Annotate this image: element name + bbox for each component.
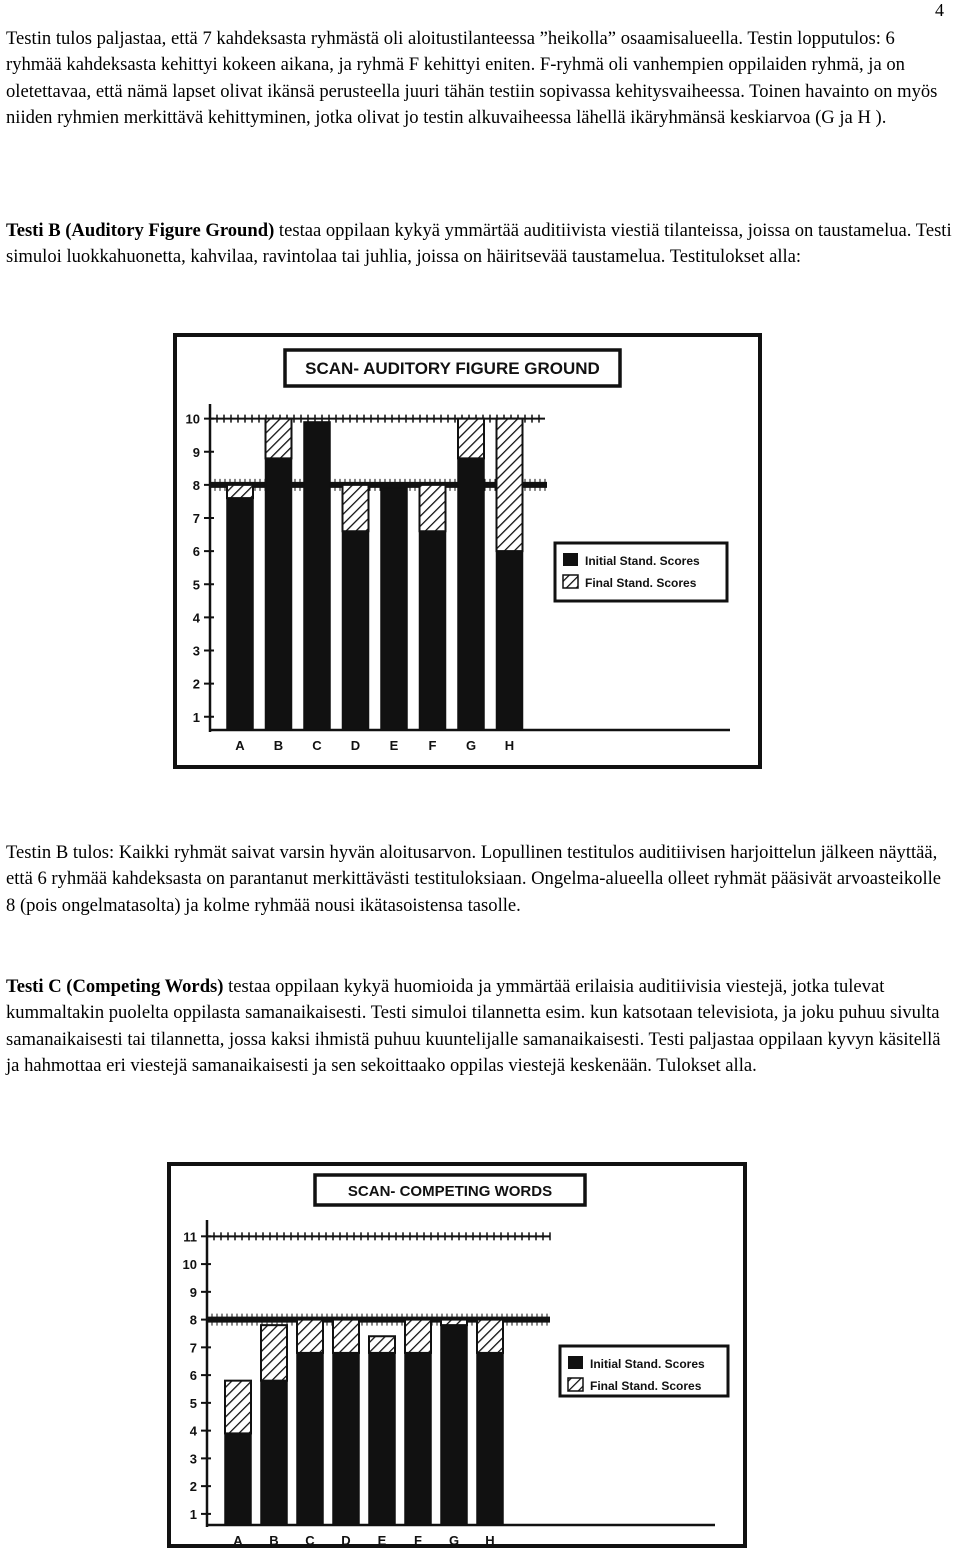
bar-initial-A [227,498,253,730]
bar-final-F [405,1320,431,1353]
x-tick-label: E [377,1533,387,1548]
bar-initial-H [497,551,523,730]
legend-label-final: Final Stand. Scores [585,576,697,590]
bar-initial-G [458,458,484,730]
bar-final-H [497,419,523,552]
bar-initial-C [304,422,330,730]
y-tick-label: 9 [189,1284,197,1300]
bar-final-D [333,1320,359,1353]
x-tick-label: B [269,1533,279,1548]
bar-final-G [441,1320,467,1326]
y-tick-label: 10 [185,411,200,427]
bar-initial-C [297,1353,323,1525]
y-tick-label: 2 [192,676,200,692]
y-tick-label: 8 [192,477,200,493]
legend-label-initial: Initial Stand. Scores [590,1357,705,1371]
bar-final-B [266,419,292,459]
x-tick-label: D [350,738,361,753]
y-tick-label: 4 [189,1423,197,1439]
chart-competing-words [155,1150,755,1550]
y-tick-label: 9 [192,444,200,460]
chart-svg-competing [155,1150,755,1550]
y-tick-label: 5 [192,577,200,593]
chart-auditory-figure-ground [170,330,770,775]
bar-final-E [369,1336,395,1353]
legend-swatch-final [563,575,578,588]
x-tick-label: D [341,1533,351,1548]
bar-initial-G [441,1325,467,1525]
y-tick-label: 6 [189,1368,197,1384]
page-number: 4 [935,0,944,20]
paragraph-test-b-result: Testin B tulos: Kaikki ryhmät saivat varsin hyvän aloitusarvon. Lopullinen testitulos auditiivisen harjoittelun jälkeen näyttää, että 6 ryhmää kahdeksasta on parantanut merkittävästi testituloksiaan. Ongelma-alueella olleet ryhmät pääsivät arvoasteikolle 8 (pois ongelmatasolta) ja kolme ryhmää nousi ikätasoistensa tasolle. [6,842,942,916]
y-tick-label: 6 [192,544,200,560]
y-tick-label: 7 [189,1340,197,1356]
bar-final-A [225,1381,251,1434]
bar-final-F [420,485,446,531]
bar-final-C [297,1320,323,1353]
bar-initial-E [369,1353,395,1525]
paragraph-intro: Testin tulos paljastaa, että 7 kahdeksasta ryhmästä oli aloitustilanteessa ”heikolla” osaamisalueella. Testin lopputulos: 6 ryhmää kahdeksasta kehittyi kokeen aikana, ja ryhmä F kehittyi eniten. F-ryhmä oli vanhempien oppilaiden ryhmä, ja on oletettavaa, että nämä lapset olivat ikänsä perusteella juuri tähän testiin sopivassa kehitysvaiheessa. Toinen havainto on myös niiden ryhmien merkittävä kehittyminen, jotka olivat jo testin alkuvaiheessa lähellä ikäryhmänsä keskiarvoa (G ja H ). [6,28,938,128]
bar-initial-F [405,1353,431,1525]
bar-initial-H [477,1353,503,1525]
y-tick-label: 11 [183,1229,197,1245]
bar-initial-B [261,1381,287,1525]
y-tick-label: 1 [192,709,200,725]
x-tick-label: G [448,1533,460,1548]
y-tick-label: 4 [192,610,200,626]
y-tick-label: 1 [189,1506,197,1522]
x-tick-label: A [235,738,245,753]
test-b-description: testaa oppilaan kykyä ymmärtää auditiivista viestiä tilanteissa, joissa on taustamelua. Testi simuloi luokkahuonetta, kahvilaa, ravintolaa tai juhlia, joissa on häiritsevää taustamelua. Testitulokset alla: [6,220,952,268]
x-tick-label: C [312,738,322,753]
bar-initial-D [333,1353,359,1525]
x-tick-label: B [273,738,284,753]
y-tick-label: 7 [192,511,200,526]
bar-initial-A [225,1433,251,1525]
bar-final-A [227,485,253,498]
x-tick-label: F [414,1533,422,1548]
chart-title: SCAN- AUDITORY FIGURE GROUND [305,359,600,378]
y-tick-label: 5 [189,1395,197,1411]
x-tick-label: C [305,1533,315,1548]
paragraph-test-b [6,218,954,271]
x-tick-label: F [428,738,437,753]
y-tick-label: 3 [189,1451,197,1467]
legend-label-final: Final Stand. Scores [590,1379,702,1393]
x-tick-label: G [465,738,477,753]
x-tick-label: H [485,1533,495,1548]
bar-initial-F [420,531,446,730]
y-tick-label: 10 [182,1257,197,1273]
legend-swatch-initial [568,1356,583,1369]
chart-svg-auditory [170,330,770,775]
bar-initial-D [343,531,369,730]
test-c-description: testaa oppilaan kykyä huomioida ja ymmärtää erilaisia auditiivisia viestejä, jotka tulevat kummaltakin puolelta oppilasta samanaikaisesti. Testi simuloi tilannetta esim. kun katsotaan televisiota, ja joku puhuu sivulta samanaikaisesti tai tilannetta, jossa kaksi ihmistä puhuu kuuntelijalle samanaikaisesti. Testi paljastaa oppilaan kyvyn käsitellä ja hahmottaa eri viestejä samanaikaisesti ja sen sekoittaako oppilas viestejä keskenään. Tulokset alla. [6,976,941,1076]
y-tick-label: 8 [189,1312,197,1328]
legend-swatch-initial [563,553,578,566]
bar-final-H [477,1320,503,1353]
x-tick-label: H [504,738,515,753]
bar-final-B [261,1325,287,1381]
bar-initial-B [266,458,292,730]
x-tick-label: A [233,1533,243,1548]
y-tick-label: 2 [189,1479,197,1495]
chart-title: SCAN- COMPETING WORDS [347,1183,553,1200]
test-b-heading: Testi B (Auditory Figure Ground) [6,220,275,241]
paragraph-test-c [6,974,954,1079]
test-c-heading: Testi C (Competing Words) [6,976,224,997]
y-tick-label: 3 [192,643,200,659]
bar-initial-E [381,488,407,730]
legend-swatch-final [568,1378,583,1391]
bar-final-G [458,419,484,459]
x-tick-label: E [389,738,399,753]
bar-final-D [343,485,369,531]
legend-box [555,543,727,601]
legend-label-initial: Initial Stand. Scores [585,554,700,568]
